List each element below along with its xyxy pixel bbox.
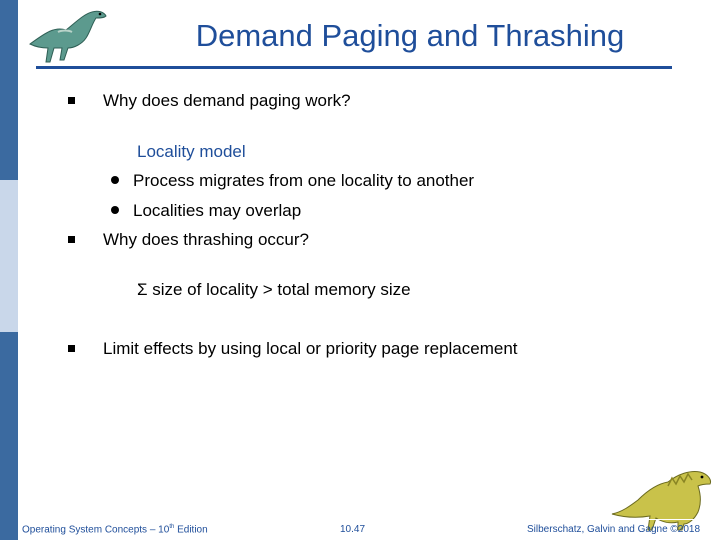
- thrashing-condition: Σ size of locality > total memory size: [137, 280, 411, 299]
- footer-edition-suffix: Edition: [174, 524, 208, 536]
- square-bullet-icon: [68, 236, 75, 243]
- sidebar-bottom-block: [0, 332, 18, 540]
- locality-model-label: Locality model: [137, 142, 246, 161]
- footer-left: [22, 524, 208, 535]
- subbullet-localities-overlap: Localities may overlap: [133, 201, 302, 220]
- bullet-limit-effects: Limit effects by using local or priority page replacement: [103, 339, 518, 358]
- sidebar-middle-block: [0, 180, 18, 332]
- square-bullet-icon: [68, 345, 75, 352]
- footer-edition-sup: th: [169, 524, 175, 530]
- subbullet-process-migrates: Process migrates from one locality to another: [133, 171, 475, 190]
- footer-divider: [18, 519, 720, 520]
- bullet-why-demand-paging: Why does demand paging work?: [103, 91, 351, 110]
- round-bullet-icon: [111, 206, 119, 214]
- left-sidebar: [0, 0, 18, 540]
- square-bullet-icon: [68, 97, 75, 104]
- bullet-why-thrashing: Why does thrashing occur?: [103, 230, 309, 249]
- footer-copyright: Silberschatz, Galvin and Gagne ©2018: [527, 524, 701, 535]
- footer-page-number: 10.47: [340, 524, 366, 535]
- footer-book-title: Operating System Concepts – 10: [22, 524, 170, 536]
- sidebar-top-block: [0, 0, 18, 180]
- title-underline: [36, 66, 672, 69]
- dinosaur-icon: [608, 462, 716, 532]
- dinosaur-icon: [24, 4, 116, 70]
- slide-title: Demand Paging and Thrashing: [195, 18, 625, 53]
- round-bullet-icon: [111, 176, 119, 184]
